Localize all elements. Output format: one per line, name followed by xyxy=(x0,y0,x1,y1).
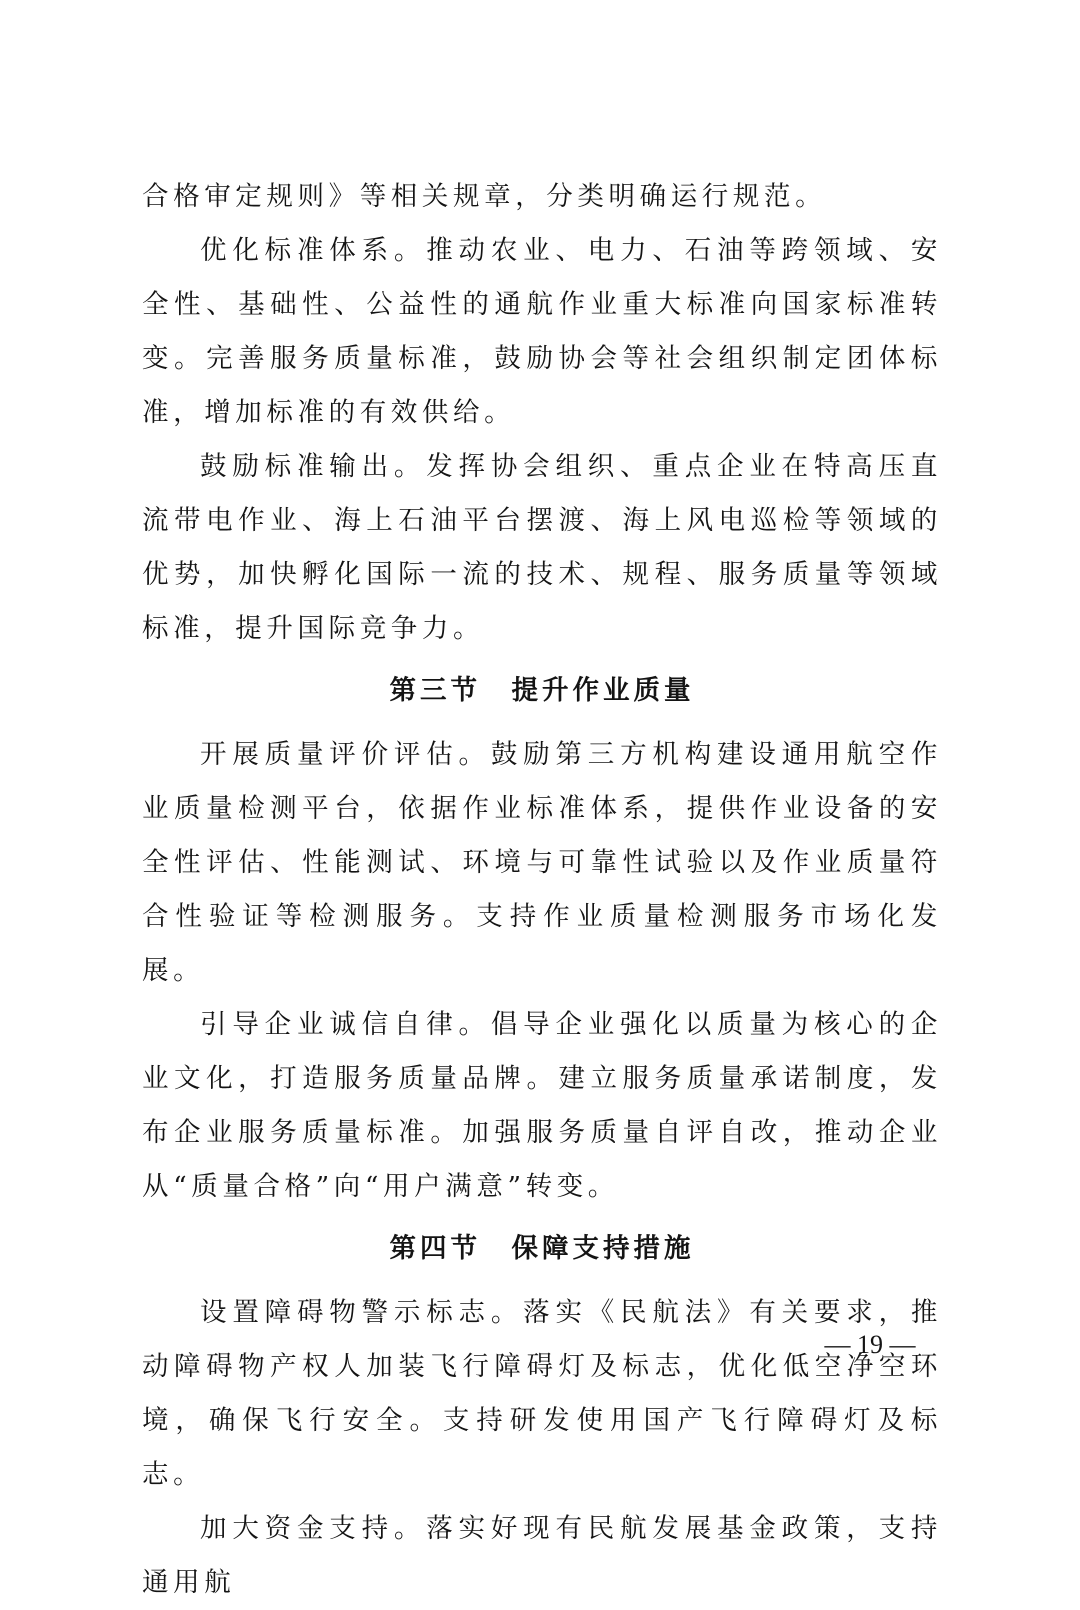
paragraph-standards-export: 鼓励标准输出。发挥协会组织、重点企业在特高压直流带电作业、海上石油平台摆渡、海上风电巡检等领域的优势，加快孵化国际一流的技术、规程、服务质量等领域标准，提升国际竞争力。 xyxy=(142,451,942,644)
paragraph-enterprise-integrity: 引导企业诚信自律。倡导企业强化以质量为核心的企业文化，打造服务质量品牌。建立服务质量承诺制度，发布企业服务质量标准。加强服务质量自评自改，推动企业从“质量合格”向“用户满意”转变。 xyxy=(142,1009,942,1202)
paragraph-quality-evaluation: 开展质量评价评估。鼓励第三方机构建设通用航空作业质量检测平台，依据作业标准体系，提供作业设备的安全性评估、性能测试、环境与可靠性试验以及作业质量符合性验证等检测服务。支持作业质量检测服务市场化发展。 xyxy=(142,739,942,986)
section-3-heading: 第三节 提升作业质量 xyxy=(389,675,695,706)
paragraph-regulation-continued: 合格审定规则》等相关规章，分类明确运行规范。 xyxy=(142,181,827,212)
section-4-heading: 第四节 保障支持措施 xyxy=(389,1233,695,1264)
page-body xyxy=(142,170,942,1610)
page-number: — 19 — xyxy=(824,1330,916,1359)
paragraph-funding-support: 加大资金支持。落实好现有民航发展基金政策，支持通用航 xyxy=(142,1513,942,1598)
paragraph-optimize-standards: 优化标准体系。推动农业、电力、石油等跨领域、安全性、基础性、公益性的通航作业重大标准向国家标准转变。完善服务质量标准，鼓励协会等社会组织制定团体标准，增加标准的有效供给。 xyxy=(142,235,942,428)
paragraph-obstacle-markers: 设置障碍物警示标志。落实《民航法》有关要求，推动障碍物产权人加装飞行障碍灯及标志，优化低空净空环境，确保飞行安全。支持研发使用国产飞行障碍灯及标志。 xyxy=(142,1297,942,1490)
